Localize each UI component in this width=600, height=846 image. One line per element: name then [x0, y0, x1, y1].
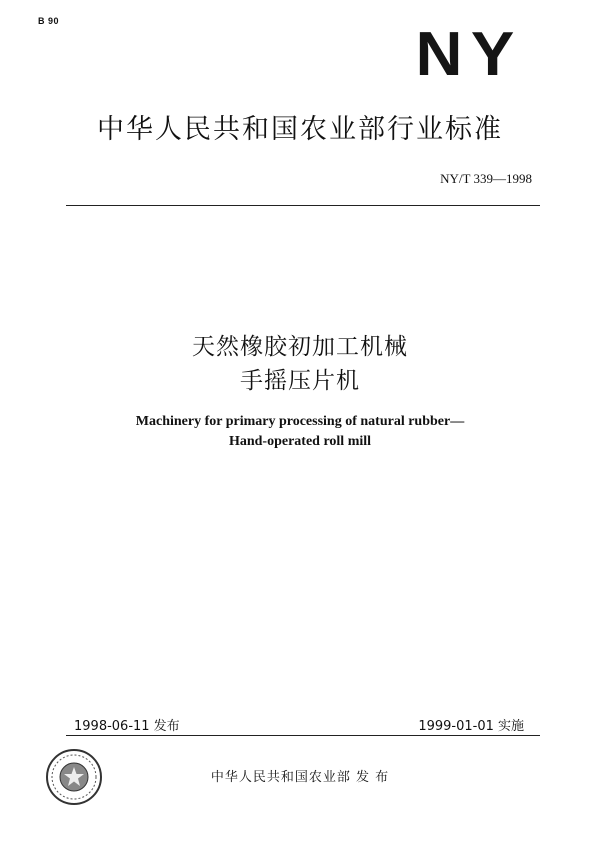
- publisher: 中华人民共和国农业部 发 布: [210, 770, 390, 785]
- header-divider: [66, 205, 540, 206]
- standard-number: NY/T 339—1998: [440, 171, 532, 186]
- ny-logo: NY: [415, 20, 523, 89]
- title-cn-line2: 手摇压片机: [240, 368, 360, 394]
- title-cn-line1: 天然橡胶初加工机械: [192, 334, 408, 360]
- classification-code: B 90: [38, 16, 60, 26]
- title-en-line2: Hand-operated roll mill: [228, 434, 372, 449]
- issue-date: 1998-06-11 发布: [74, 719, 180, 734]
- title-en-line1: Machinery for primary processing of natural rubber—: [135, 414, 465, 429]
- implement-date: 1999-01-01 实施: [418, 719, 524, 734]
- standard-title: 中华人民共和国农业部行业标准: [97, 114, 503, 145]
- footer-divider: [66, 735, 540, 736]
